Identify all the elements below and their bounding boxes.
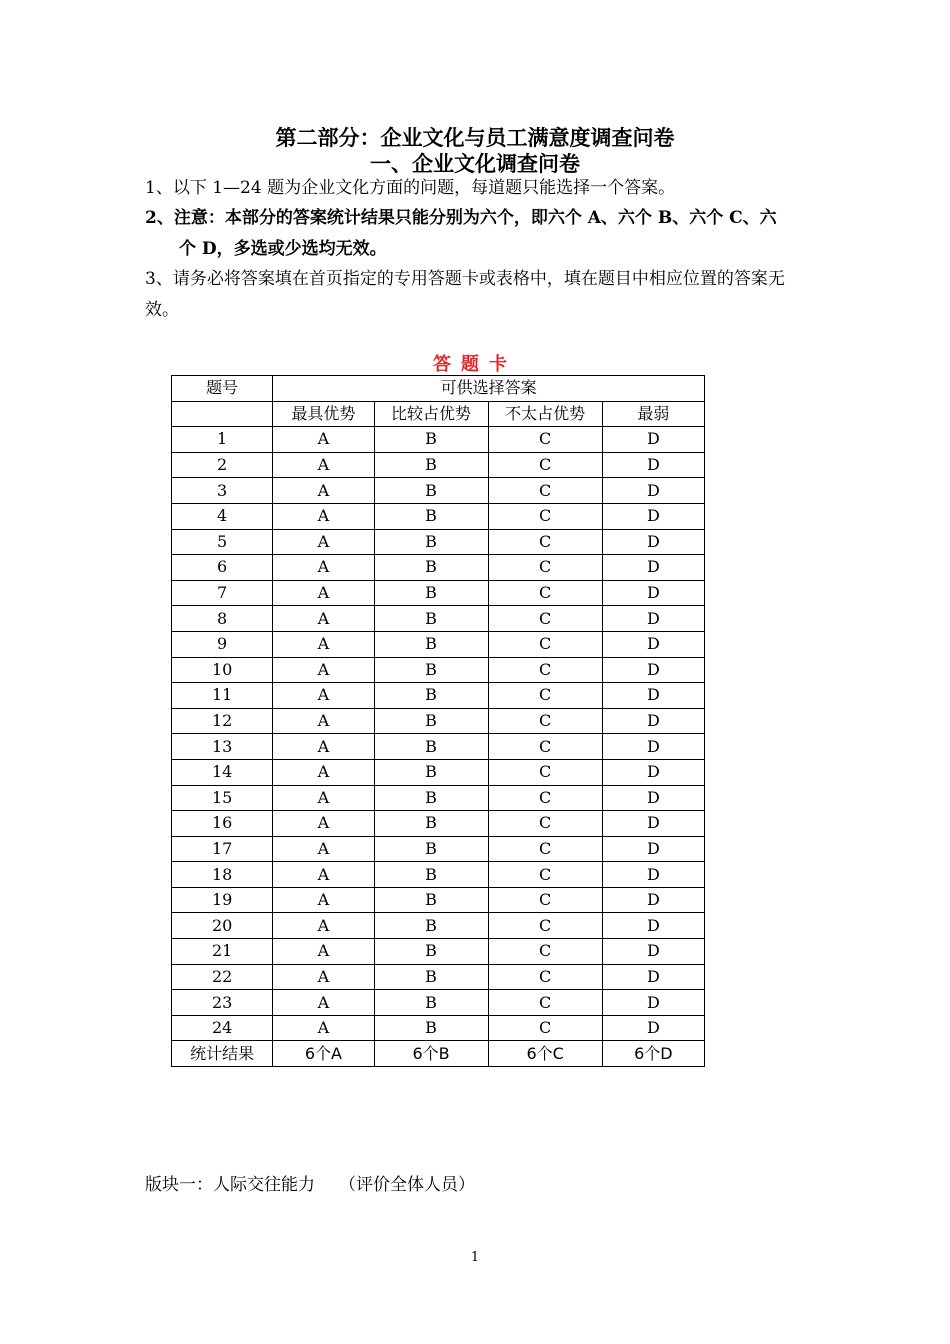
totals-cell: 6个A <box>273 1041 374 1067</box>
choice-cell: D <box>602 503 704 529</box>
choice-cell: C <box>488 708 602 734</box>
choice-cell: D <box>602 759 704 785</box>
choice-cell: D <box>602 913 704 939</box>
instruction-1: 1、以下 1—24 题为企业文化方面的问题，每道题只能选择一个答案。 <box>145 178 676 198</box>
choice-cell: D <box>602 529 704 555</box>
choice-cell: B <box>374 452 488 478</box>
choice-cell: C <box>488 939 602 965</box>
choice-cell: D <box>602 478 704 504</box>
choice-cell: A <box>273 836 374 862</box>
choice-cell: D <box>602 939 704 965</box>
answer-card-table <box>171 375 705 1067</box>
choice-cell: B <box>374 887 488 913</box>
column-header: 不太占优势 <box>488 401 602 427</box>
choice-cell: B <box>374 836 488 862</box>
table-row <box>172 529 705 555</box>
choice-cell: C <box>488 990 602 1016</box>
choice-cell: C <box>488 452 602 478</box>
choice-cell: B <box>374 990 488 1016</box>
choice-cell: D <box>602 606 704 632</box>
question-number: 13 <box>172 734 273 760</box>
choice-cell: C <box>488 734 602 760</box>
choice-cell: D <box>602 683 704 709</box>
totals-row <box>172 1041 705 1067</box>
choice-cell: A <box>273 683 374 709</box>
table-row <box>172 683 705 709</box>
question-number: 2 <box>172 452 273 478</box>
instruction-3: 3、请务必将答案填在首页指定的专用答题卡或表格中，填在题目中相应位置的答案无效。 <box>145 269 785 320</box>
choice-cell: B <box>374 529 488 555</box>
choice-cell: C <box>488 606 602 632</box>
answer-card-title: 答题卡 <box>433 354 517 375</box>
choice-cell: C <box>488 503 602 529</box>
choice-cell: B <box>374 657 488 683</box>
choice-cell: A <box>273 862 374 888</box>
instruction-2 <box>145 203 810 265</box>
choice-cell: C <box>488 1015 602 1041</box>
choice-cell: C <box>488 580 602 606</box>
question-number: 7 <box>172 580 273 606</box>
table-row <box>172 452 705 478</box>
choice-cell: D <box>602 811 704 837</box>
choice-cell: C <box>488 478 602 504</box>
question-number: 19 <box>172 887 273 913</box>
section-heading <box>145 1170 475 1195</box>
table-row <box>172 580 705 606</box>
choice-cell: C <box>488 913 602 939</box>
table-subheader-row <box>172 401 705 427</box>
choice-cell: A <box>273 887 374 913</box>
header-options: 可供选择答案 <box>273 376 705 402</box>
section-title: 版块一：人际交往能力 <box>145 1175 315 1195</box>
choice-cell: A <box>273 1015 374 1041</box>
choice-cell: A <box>273 811 374 837</box>
choice-cell: C <box>488 631 602 657</box>
choice-cell: C <box>488 683 602 709</box>
choice-cell: A <box>273 964 374 990</box>
choice-cell: D <box>602 836 704 862</box>
choice-cell: C <box>488 785 602 811</box>
question-number: 9 <box>172 631 273 657</box>
choice-cell: D <box>602 964 704 990</box>
choice-cell: B <box>374 708 488 734</box>
table-row <box>172 555 705 581</box>
table-row <box>172 939 705 965</box>
table-row <box>172 657 705 683</box>
table-row <box>172 503 705 529</box>
question-number: 22 <box>172 964 273 990</box>
document-subtitle: 一、企业文化调查问卷 <box>370 152 580 176</box>
choice-cell: A <box>273 503 374 529</box>
page-number: 1 <box>470 1250 480 1265</box>
choice-cell: D <box>602 580 704 606</box>
choice-cell: B <box>374 964 488 990</box>
choice-cell: A <box>273 734 374 760</box>
question-number: 8 <box>172 606 273 632</box>
table-row <box>172 606 705 632</box>
column-header: 最具优势 <box>273 401 374 427</box>
instruction-2-line2: 个 D，多选或少选均无效。 <box>179 239 387 259</box>
choice-cell: B <box>374 683 488 709</box>
question-number: 10 <box>172 657 273 683</box>
table-row <box>172 836 705 862</box>
table-row <box>172 862 705 888</box>
choice-cell: C <box>488 529 602 555</box>
table-row <box>172 811 705 837</box>
question-number: 1 <box>172 427 273 453</box>
question-number: 4 <box>172 503 273 529</box>
question-number: 5 <box>172 529 273 555</box>
section-note: （评价全体人员） <box>339 1175 475 1195</box>
instruction-2-line1: 2、注意：本部分的答案统计结果只能分别为六个，即六个 A、六个 B、六个 C、六 <box>145 208 777 228</box>
question-number: 14 <box>172 759 273 785</box>
choice-cell: B <box>374 734 488 760</box>
question-number: 6 <box>172 555 273 581</box>
choice-cell: D <box>602 657 704 683</box>
choice-cell: A <box>273 452 374 478</box>
choice-cell: B <box>374 606 488 632</box>
table-row <box>172 759 705 785</box>
column-header: 比较占优势 <box>374 401 488 427</box>
choice-cell: B <box>374 862 488 888</box>
choice-cell: A <box>273 555 374 581</box>
table-row <box>172 964 705 990</box>
choice-cell: D <box>602 785 704 811</box>
table-row <box>172 785 705 811</box>
choice-cell: D <box>602 862 704 888</box>
choice-cell: D <box>602 990 704 1016</box>
choice-cell: A <box>273 580 374 606</box>
choice-cell: C <box>488 811 602 837</box>
choice-cell: D <box>602 631 704 657</box>
choice-cell: A <box>273 427 374 453</box>
choice-cell: C <box>488 555 602 581</box>
question-number: 3 <box>172 478 273 504</box>
table-row <box>172 478 705 504</box>
choice-cell: A <box>273 478 374 504</box>
choice-cell: B <box>374 913 488 939</box>
choice-cell: A <box>273 631 374 657</box>
choice-cell: A <box>273 708 374 734</box>
choice-cell: A <box>273 913 374 939</box>
question-number: 16 <box>172 811 273 837</box>
choice-cell: C <box>488 427 602 453</box>
question-number: 20 <box>172 913 273 939</box>
choice-cell: B <box>374 555 488 581</box>
choice-cell: A <box>273 529 374 555</box>
choice-cell: B <box>374 580 488 606</box>
choice-cell: B <box>374 503 488 529</box>
question-number: 11 <box>172 683 273 709</box>
choice-cell: D <box>602 1015 704 1041</box>
choice-cell: B <box>374 811 488 837</box>
question-number: 24 <box>172 1015 273 1041</box>
table-row <box>172 1015 705 1041</box>
choice-cell: A <box>273 939 374 965</box>
choice-cell: C <box>488 759 602 785</box>
table-row <box>172 631 705 657</box>
choice-cell: B <box>374 939 488 965</box>
question-number: 21 <box>172 939 273 965</box>
choice-cell: C <box>488 964 602 990</box>
totals-cell: 6个B <box>374 1041 488 1067</box>
choice-cell: B <box>374 631 488 657</box>
table-row <box>172 427 705 453</box>
choice-cell: B <box>374 478 488 504</box>
choice-cell: D <box>602 708 704 734</box>
choice-cell: B <box>374 785 488 811</box>
question-number: 12 <box>172 708 273 734</box>
choice-cell: A <box>273 759 374 785</box>
choice-cell: A <box>273 785 374 811</box>
choice-cell: C <box>488 657 602 683</box>
choice-cell: D <box>602 452 704 478</box>
table-row <box>172 734 705 760</box>
question-number: 15 <box>172 785 273 811</box>
document-title: 第二部分：企业文化与员工满意度调查问卷 <box>275 126 675 150</box>
choice-cell: B <box>374 759 488 785</box>
choice-cell: C <box>488 887 602 913</box>
choice-cell: A <box>273 657 374 683</box>
column-header: 最弱 <box>602 401 704 427</box>
table-row <box>172 913 705 939</box>
totals-label: 统计结果 <box>172 1041 273 1067</box>
choice-cell: B <box>374 427 488 453</box>
choice-cell: B <box>374 1015 488 1041</box>
choice-cell: D <box>602 887 704 913</box>
table-row <box>172 887 705 913</box>
choice-cell: A <box>273 606 374 632</box>
totals-cell: 6个C <box>488 1041 602 1067</box>
table-header-row <box>172 376 705 402</box>
question-number: 18 <box>172 862 273 888</box>
totals-cell: 6个D <box>602 1041 704 1067</box>
table-row <box>172 990 705 1016</box>
choice-cell: D <box>602 427 704 453</box>
choice-cell: C <box>488 836 602 862</box>
header-blank <box>172 401 273 427</box>
table-row <box>172 708 705 734</box>
choice-cell: D <box>602 734 704 760</box>
question-number: 17 <box>172 836 273 862</box>
choice-cell: A <box>273 990 374 1016</box>
choice-cell: C <box>488 862 602 888</box>
header-number: 题号 <box>172 376 273 402</box>
choice-cell: D <box>602 555 704 581</box>
question-number: 23 <box>172 990 273 1016</box>
